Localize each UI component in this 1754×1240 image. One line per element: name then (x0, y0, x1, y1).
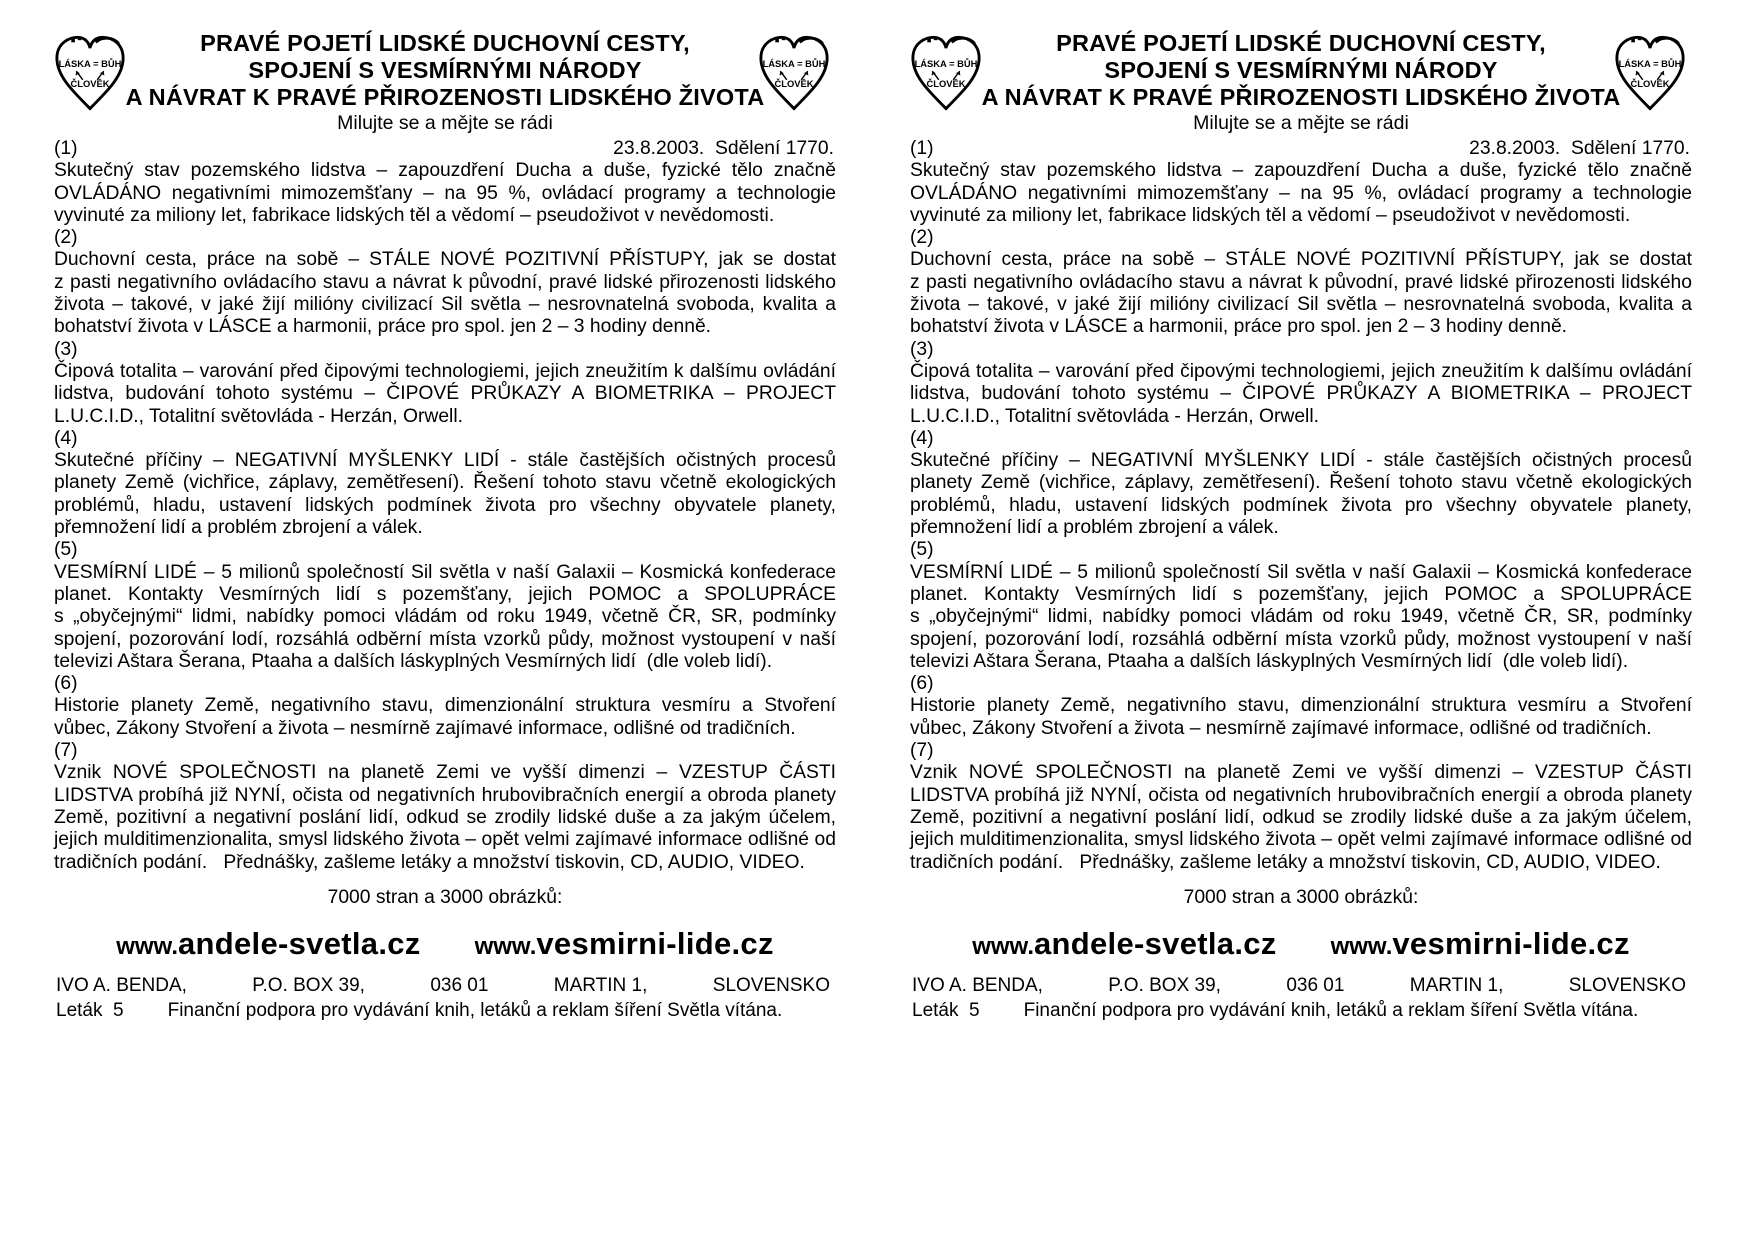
paragraph-block (54, 740, 836, 874)
paragraph-head (910, 539, 1692, 561)
heart-logo-left (54, 32, 126, 116)
leaflet-number-label: Leták 5 (912, 999, 980, 1021)
paragraph-text: Čipová totalita – varování před čipovými technologiemi, jejich zneužitím k dalšímu ovládání lidstva, budování tohoto systému – ČIPOVÉ PRŮKAZY A BIOMETRIKA – PROJECT L.U.C.I.D., Totalitní světovláda - Herzán, Orwell. (54, 360, 836, 427)
paragraph-text: Skutečný stav pozemského lidstva – zapouzdření Ducha a duše, fyzické tělo značně OVLÁDÁNO negativními mimozemšťany – na 95 %, ovládací programy a technologie vyvinuté za miliony let, fabrikace lidských těl a vědomí – pseudoživot v nevědomosti. (910, 160, 1692, 226)
address-country: SLOVENSKO (1568, 974, 1686, 996)
paragraph-text: Skutečné příčiny – NEGATIVNÍ MYŠLENKY LIDÍ - stále častějších očistných procesů planety Země (vichřice, záplavy, zemětřesení). Řešení tohoto stavu včetně ekologických problémů, hladu, ustavení lidských podmínek života pro všechny obyvatele planety, přemnožení lidí a problém zbrojení a válek. (910, 450, 1692, 539)
paragraph-date: 23.8.2003. Sdělení 1770. (1469, 138, 1690, 159)
paragraph-text: Vznik NOVÉ SPOLEČNOSTI na planetě Zemi ve vyšší dimenzi – VZESTUP ČÁSTI LIDSTVA probíhá již NYNÍ, očista od negativních hrubovibračních energií a obroda planety Země, pozitivní a negativní poslání lidí, odkud se zrodily lidské duše a za jakým účelem, jejich mulditimenzionalita, smysl lidského života – opět velmi zajímavé informace odlišné od tradičních podání. Přednášky, zašleme letáky a množství tiskovin, CD, AUDIO, VIDEO. (54, 762, 836, 873)
paragraph-block (54, 428, 836, 539)
heart-logo-top-text: LÁSKA = BŮH (58, 58, 122, 69)
paragraph-block (54, 339, 836, 428)
paragraph-text: Duchovní cesta, práce na sobě – STÁLE NOVÉ POZITIVNÍ PŘÍSTUPY, jak se dostat z pasti negativního ovládacího stavu a návrat k původní, pravé lidské přirozenosti lidského života – takové, v jaké žijí milióny civilizací Sil světla – nesrovnatelná svoboda, kvalita a bohatství života v LÁSCE a harmonii, práce pro spol. jen 2 – 3 hodiny denně. (54, 249, 836, 338)
address-row (54, 974, 836, 997)
love-god-human-heart-icon (1614, 32, 1686, 116)
love-god-human-heart-icon (910, 32, 982, 116)
leaflet-footer-row (910, 999, 1692, 1022)
paragraph-head (910, 428, 1692, 450)
paragraph-block (910, 138, 1692, 227)
books-count-line: 7000 stran a 3000 obrázků: (1183, 886, 1419, 908)
support-note: Finanční podpora pro vydávání knih, letáků a reklam šíření Světla vítána. (167, 999, 783, 1021)
paragraph-head (910, 740, 1692, 762)
website-andele-svetla (972, 926, 1276, 962)
paragraph-block (54, 539, 836, 673)
leaflet-column (54, 30, 836, 1022)
website-prefix: www. (474, 932, 537, 960)
address-pobox: P.O. BOX 39, (1108, 974, 1221, 996)
paragraph-block (910, 539, 1692, 673)
paragraph-head (54, 428, 836, 450)
heart-logo-right (1614, 32, 1686, 116)
paragraph-text: Skutečné příčiny – NEGATIVNÍ MYŠLENKY LIDÍ - stále častějších očistných procesů planety Země (vichřice, záplavy, zemětřesení). Řešení tohoto stavu včetně ekologických problémů, hladu, ustavení lidských podmínek života pro všechny obyvatele planety, přemnožení lidí a problém zbrojení a válek. (54, 450, 836, 539)
paragraph-block (54, 138, 836, 227)
page-title-line-2: SPOJENÍ S VESMÍRNÝMI NÁRODY (248, 57, 642, 83)
paragraph-list (54, 138, 836, 874)
paragraph-head (54, 673, 836, 695)
page-title-line-2: SPOJENÍ S VESMÍRNÝMI NÁRODY (1104, 57, 1498, 83)
address-city: MARTIN 1, (553, 974, 648, 996)
paragraph-number: (2) (54, 227, 78, 249)
website-prefix: www. (1330, 932, 1393, 960)
paragraph-date: 23.8.2003. Sdělení 1770. (613, 138, 834, 159)
address-zip: 036 01 (1286, 974, 1345, 996)
page-title-line-3: A NÁVRAT K PRAVÉ PŘIROZENOSTI LIDSKÉHO ŽIVOTA (981, 84, 1621, 110)
website-domain: vesmirni-lide.cz (1392, 925, 1630, 961)
address-zip: 036 01 (430, 974, 489, 996)
paragraph-head (910, 339, 1692, 361)
paragraph-number: (2) (910, 227, 934, 249)
paragraph-list (910, 138, 1692, 874)
support-note: Finanční podpora pro vydávání knih, letáků a reklam šíření Světla vítána. (1023, 999, 1639, 1021)
paragraph-text: VESMÍRNÍ LIDÉ – 5 milionů společností Sil světla v naší Galaxii – Kosmická konfederace planet. Kontakty Vesmírných lidí s pozemšťany, jejich POMOC a SPOLUPRÁCE s „obyčejnými“ lidmi, nabídky pomoci vládám od roku 1949, včetně ČR, SR, podmínky spojení, pozorování lodí, rozsáhlá odběrní místa vzorků půdy, možnost vystoupení v naší televizi Aštara Šerana, Ptaaha a dalších láskyplných Vesmírných lidí (dle voleb lidí). (910, 561, 1692, 672)
website-andele-svetla (116, 926, 420, 962)
page-subtitle: Milujte se a mějte se rádi (337, 112, 553, 134)
paragraph-block (54, 673, 836, 740)
address-pobox: P.O. BOX 39, (252, 974, 365, 996)
address-country: SLOVENSKO (712, 974, 830, 996)
paragraph-number: (1) (54, 138, 78, 159)
leaflet-footer-row (54, 999, 836, 1022)
page-title-line-1: PRAVÉ POJETÍ LIDSKÉ DUCHOVNÍ CESTY, (200, 30, 690, 56)
paragraph-block (54, 227, 836, 338)
paragraph-text: Vznik NOVÉ SPOLEČNOSTI na planetě Zemi ve vyšší dimenzi – VZESTUP ČÁSTI LIDSTVA probíhá již NYNÍ, očista od negativních hrubovibračních energií a obroda planety Země, pozitivní a negativní poslání lidí, odkud se zrodily lidské duše a za jakým účelem, jejich mulditimenzionalita, smysl lidského života – opět velmi zajímavé informace odlišné od tradičních podání. Přednášky, zašleme letáky a množství tiskovin, CD, AUDIO, VIDEO. (910, 762, 1692, 873)
paragraph-block (910, 428, 1692, 539)
column-header (910, 30, 1692, 138)
paragraph-number: (4) (54, 427, 78, 449)
paragraph-block (910, 740, 1692, 874)
heart-logo-bottom-text: ČLOVĚK (774, 78, 814, 89)
heart-logo-bottom-text: ČLOVĚK (1630, 78, 1670, 89)
page-subtitle: Milujte se a mějte se rádi (1193, 112, 1409, 134)
website-prefix: www. (972, 932, 1034, 960)
paragraph-number: (5) (910, 539, 934, 561)
website-domain: andele-svetla.cz (1034, 925, 1277, 961)
books-count-line: 7000 stran a 3000 obrázků: (327, 886, 563, 908)
paragraph-head (54, 539, 836, 561)
paragraph-text: VESMÍRNÍ LIDÉ – 5 milionů společností Sil světla v naší Galaxii – Kosmická konfederace planet. Kontakty Vesmírných lidí s pozemšťany, jejich POMOC a SPOLUPRÁCE s „obyčejnými“ lidmi, nabídky pomoci vládám od roku 1949, včetně ČR, SR, podmínky spojení, pozorování lodí, rozsáhlá odběrní místa vzorků půdy, možnost vystoupení v naší televizi Aštara Šerana, Ptaaha a dalších láskyplných Vesmírných lidí (dle voleb lidí). (54, 561, 836, 672)
leaflet-column (910, 30, 1692, 1022)
page-title-line-1: PRAVÉ POJETÍ LIDSKÉ DUCHOVNÍ CESTY, (1056, 30, 1546, 56)
paragraph-block (910, 673, 1692, 740)
paragraph-number: (6) (54, 673, 78, 695)
paragraph-number: (5) (54, 539, 78, 561)
heart-logo-top-text: LÁSKA = BŮH (762, 58, 826, 69)
paragraph-block (910, 339, 1692, 428)
love-god-human-heart-icon (758, 32, 830, 116)
paragraph-head (910, 227, 1692, 249)
website-domain: vesmirni-lide.cz (536, 925, 774, 961)
address-name: IVO A. BENDA, (56, 974, 187, 996)
paragraph-text: Skutečný stav pozemského lidstva – zapouzdření Ducha a duše, fyzické tělo značně OVLÁDÁNO negativními mimozemšťany – na 95 %, ovládací programy a technologie vyvinuté za miliony let, fabrikace lidských těl a vědomí – pseudoživot v nevědomosti. (54, 160, 836, 226)
paragraph-head (54, 138, 836, 160)
paragraph-head (910, 673, 1692, 695)
website-domain: andele-svetla.cz (178, 925, 421, 961)
website-vesmirni-lide (1331, 926, 1630, 962)
paragraph-head (910, 138, 1692, 160)
website-vesmirni-lide (475, 926, 774, 962)
paragraph-number: (3) (54, 338, 78, 360)
paragraph-number: (6) (910, 673, 934, 695)
paragraph-number: (3) (910, 338, 934, 360)
heart-logo-left (910, 32, 982, 116)
websites-row (910, 926, 1692, 962)
heart-logo-bottom-text: ČLOVĚK (70, 78, 110, 89)
paragraph-text: Duchovní cesta, práce na sobě – STÁLE NOVÉ POZITIVNÍ PŘÍSTUPY, jak se dostat z pasti negativního ovládacího stavu a návrat k původní, pravé lidské přirozenosti lidského života – takové, v jaké žijí milióny civilizací Sil světla – nesrovnatelná svoboda, kvalita a bohatství života v LÁSCE a harmonii, práce pro spol. jen 2 – 3 hodiny denně. (910, 249, 1692, 338)
paragraph-block (910, 227, 1692, 338)
address-city: MARTIN 1, (1409, 974, 1504, 996)
leaflet-number-label: Leták 5 (56, 999, 124, 1021)
heart-logo-right (758, 32, 830, 116)
website-prefix: www. (116, 932, 178, 960)
paragraph-number: (1) (910, 138, 934, 159)
paragraph-number: (7) (54, 740, 78, 762)
paragraph-number: (7) (910, 740, 934, 762)
love-god-human-heart-icon (54, 32, 126, 116)
paragraph-text: Historie planety Země, negativního stavu, dimenzionální struktura vesmíru a Stvoření vůbec, Zákony Stvoření a života – nesmírně zajímavé informace, odlišné od tradičních. (54, 695, 836, 739)
heart-logo-bottom-text: ČLOVĚK (926, 78, 966, 89)
paragraph-text: Historie planety Země, negativního stavu, dimenzionální struktura vesmíru a Stvoření vůbec, Zákony Stvoření a života – nesmírně zajímavé informace, odlišné od tradičních. (910, 695, 1692, 739)
paragraph-head (54, 740, 836, 762)
paragraph-number: (4) (910, 427, 934, 449)
address-name: IVO A. BENDA, (912, 974, 1043, 996)
heart-logo-top-text: LÁSKA = BŮH (1618, 58, 1682, 69)
page-title-line-3: A NÁVRAT K PRAVÉ PŘIROZENOSTI LIDSKÉHO ŽIVOTA (125, 84, 765, 110)
column-header (54, 30, 836, 138)
heart-logo-top-text: LÁSKA = BŮH (914, 58, 978, 69)
paragraph-text: Čipová totalita – varování před čipovými technologiemi, jejich zneužitím k dalšímu ovládání lidstva, budování tohoto systému – ČIPOVÉ PRŮKAZY A BIOMETRIKA – PROJECT L.U.C.I.D., Totalitní světovláda - Herzán, Orwell. (910, 360, 1692, 427)
paragraph-head (54, 227, 836, 249)
address-row (910, 974, 1692, 997)
paragraph-head (54, 339, 836, 361)
websites-row (54, 926, 836, 962)
